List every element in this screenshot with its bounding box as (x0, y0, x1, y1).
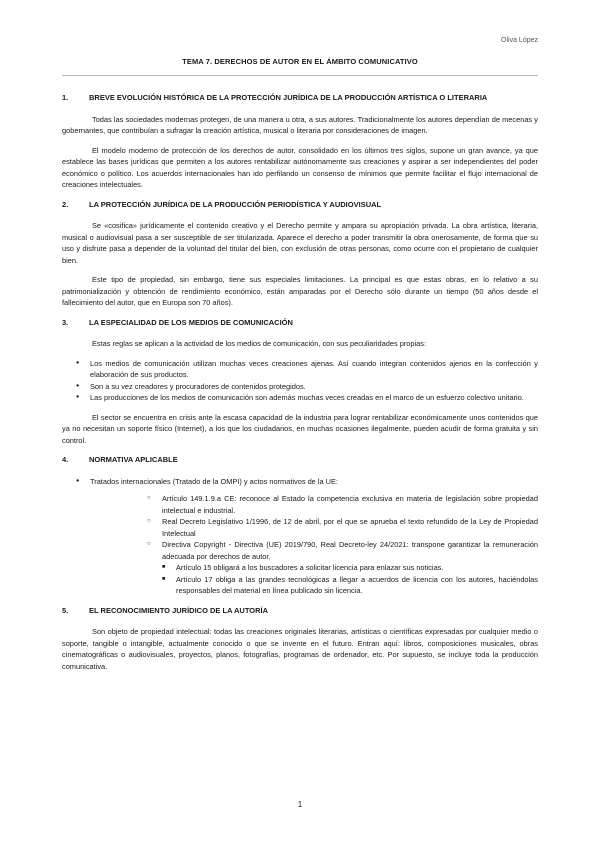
paragraph: Estas reglas se aplican a la actividad de los medios de comunicación, con sus peculiaridades propias: (92, 339, 426, 348)
author-name: Oliva López (501, 37, 538, 44)
sub-list (90, 493, 538, 597)
section-number: 2. (62, 199, 69, 209)
section-title: LA PROTECCIÓN JURÍDICA DE LA PRODUCCIÓN PERIODÍSTICA Y AUDIOVISUAL (89, 199, 382, 209)
section-title: EL RECONOCIMIENTO JURÍDICO DE LA AUTORÍA (89, 605, 269, 615)
sub-list-item: ○ Artículo 149.1.9.a CE: reconoce al Estado la competencia exclusiva en materia de legislación sobre propiedad intelectual e industrial. (90, 493, 538, 516)
paragraph: El sector se encuentra en crisis ante la escasa capacidad de la industria para lograr rentabilizar económicamente unos contenidos que ya no necesitan un soporte físico (Internet), a los que los ciudadanos, en muchas ocasiones ilegalmente, pueden acudir de forma gratuita y sin control. (62, 412, 538, 445)
paragraph: Todas las sociedades modernas protegen, de una manera u otra, a sus autores. Tradicionalmente los autores dependían de mecenas y gobernantes, que contribuían a sufragar la creación artística, musical o literaria por consideraciones de imagen. (62, 114, 538, 135)
section-number: 3. (62, 317, 69, 327)
bullet-list (62, 476, 538, 597)
sub-list-item-text: Directiva Copyright - Directiva (UE) 2019/790, Real Decreto-ley 24/2021: transpone garantizar la remuneración adecuada por derechos de autor. (162, 540, 538, 561)
paragraph: Se «cosifica» jurídicamente el contenido creativo y el Derecho permite y ampara su apropiación privada. La obra artística, literaria, musical o audiovisual pasa a ser susceptible de ser titularizada. Aparece el derecho a poder transmitir la obra onerosamente, de forma que su uso y disfrute pasa a depender de la voluntad del titular del bien, con exclusión de otras personas, como ocurre con el propietario de cualquier bien. (62, 221, 538, 265)
section-title: NORMATIVA APLICABLE (89, 455, 178, 464)
section-heading (62, 454, 538, 466)
list-item: ● Las producciones de los medios de comunicación son además muchas veces creadas en el marco de un esfuerzo colectivo unitario. (62, 392, 538, 404)
section-heading (62, 199, 538, 211)
section-number: 1. (62, 93, 69, 102)
section-heading (62, 605, 538, 617)
sub-sub-list-item: ■ Artículo 17 obliga a las grandes tecnológicas a llegar a acuerdos de licencia con los autores, haciéndolas responsables del material en línea publicado sin licencia. (148, 574, 538, 597)
section-number: 4. (62, 455, 69, 464)
paragraph: Son objeto de propiedad intelectual: todas las creaciones originales literarias, artísticas o científicas expresadas por cualquier medio o soporte, tangible o intangible, actualmente conocido o que se invente en el futuro. Entran aquí: libros, composiciones musicales, obras cinematográficas o audiovisuales, proyectos, planos, fotografías, programas de ordenador, etc. Por supuesto, se incluye toda la producción comunicativa. (62, 627, 538, 671)
sub-sub-list (162, 562, 538, 597)
paragraph: Este tipo de propiedad, sin embargo, tiene sus especiales limitaciones. La principal es que estas obras, en lo relativo a su patrimonialización y obtención de rendimiento económico, están amparadas por el Derecho sólo durante un tiempo (50 años desde el fallecimiento del autor, que en Europa son 70 años). (62, 275, 538, 307)
section-title: BREVE EVOLUCIÓN HISTÓRICA DE LA PROTECCIÓN JURÍDICA DE LA PRODUCCIÓN ARTÍSTICA O LITERARIA (89, 93, 488, 102)
document-title: TEMA 7. DERECHOS DE AUTOR EN EL ÁMBITO COMUNICATIVO (182, 57, 418, 66)
paragraph: El modelo moderno de protección de los derechos de autor, consolidado en los últimos tres siglos, supone un gran avance, ya que establece las bases jurídicas que permiten a los autores rentabilizar autónomamente sus creaciones y aspirar a ser independientes del poder económico o político. Los acuerdos internacionales han ido perfilando un consenso de mínimos que permite facilitar el flujo internacional de creaciones intelectuales. (62, 145, 538, 189)
list-item (62, 476, 538, 597)
list-item-text: Tratados internacionales (Tratado de la OMPI) y actos normativos de la UE: (90, 476, 338, 486)
list-item: ● Son a su vez creadores y procuradores de contenidos protegidos. (62, 381, 538, 393)
sub-list-item (90, 539, 538, 597)
bullet-list (62, 358, 538, 404)
list-item: ● Los medios de comunicación utilizan muchas veces creaciones ajenas. Así cuando integran contenidos ajenos en la confección y elaboración de sus productos. (62, 358, 538, 381)
header-divider (62, 75, 538, 76)
document-body (62, 92, 538, 680)
sub-sub-list-item: ■ Artículo 15 obligará a los buscadores a solicitar licencia para enlazar sus noticias. (148, 562, 538, 574)
sub-list-item: ○ Real Decreto Legislativo 1/1996, de 12 de abril, por el que se aprueba el texto refundido de la Ley de Propiedad Intelectual (90, 516, 538, 539)
section-heading (62, 317, 538, 329)
section-heading (62, 92, 538, 104)
section-number: 5. (62, 605, 69, 615)
page-number: 1 (297, 800, 303, 809)
section-title: LA ESPECIALIDAD DE LOS MEDIOS DE COMUNICACIÓN (89, 317, 293, 327)
